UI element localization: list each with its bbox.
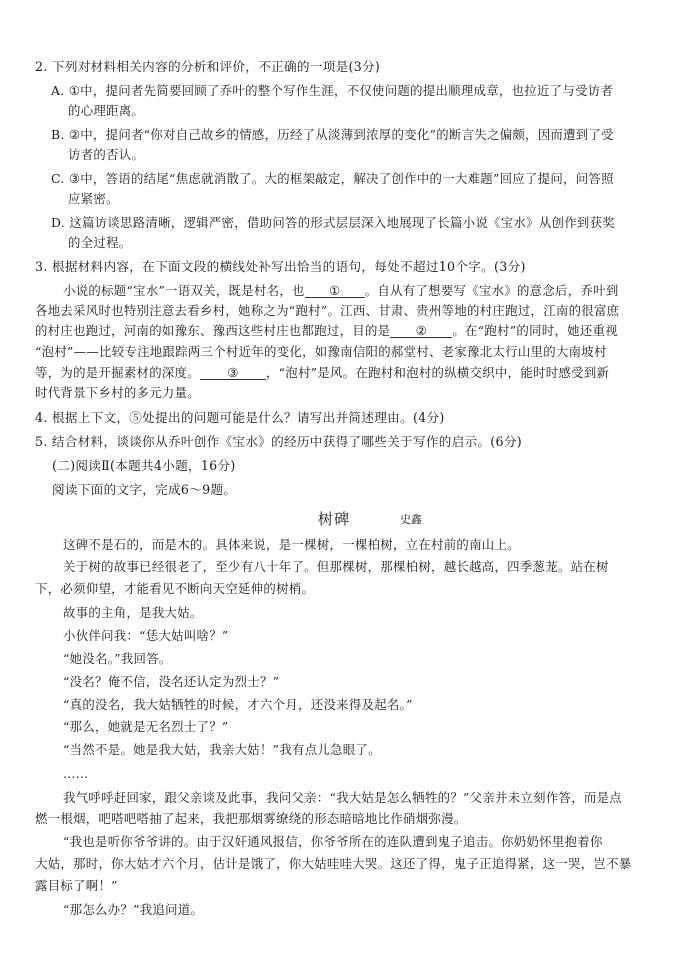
story-paragraph-cont: 下，必须仰望，才能看见不断向天空延伸的树梢。 [35,581,315,596]
story-dialogue: “没名？俺不信，没名还认定为烈士？” [63,674,280,689]
story-paragraph: 故事的主角，是我大姑。 [63,605,203,620]
q3-line-4: “泡村”——比较专注地跟踪两三个村近年的变化，如豫南信阳的郝堂村、老家豫北太行山里的大南坡村 [35,344,607,359]
q2-option-c: C. ③中，答语的结尾“焦虑就消散了。大的框架敲定，解决了创作中的一大难题”回应了提问，问答照 [51,171,614,186]
section-heading: (二)阅读Ⅱ(本题共4小题，16分) [52,458,236,473]
q2-option-b-cont: 访者的否认。 [68,147,145,162]
story-paragraph: 关于树的故事已经很老了，至少有八十年了。但那棵树，那棵柏树，越长越高，四季葱茏。站在树 [63,559,609,574]
q2-stem: 2. 下列对材料相关内容的分析和评价，不正确的一项是(3分) [35,59,381,74]
q2-option-b: B. ②中，提问者“你对自己故乡的情感，历经了从淡薄到浓厚的变化”的断言失之偏颇，因而遭到了受 [51,127,614,142]
q2-option-a-cont: 的心理距离。 [68,103,145,118]
q3-line-3-text-b: 。在“跑村”的同时，她还重视 [452,323,618,338]
q3-line-5-text-b: ，“泡村”是风。在跑村和泡村的纵横交织中，能时时感受到新 [265,365,610,380]
story-paragraph: “我也是听你爷爷讲的。由于汉奸通风报信，你爷爷所在的连队遭到鬼子追击。你奶奶怀里抱着你 [63,834,603,849]
q3-line-1-text-b: 。自从有了想要写《宝水》的意念后，乔叶到 [364,283,619,298]
story-dialogue: “当然不是。她是我大姑，我亲大姑！”我有点儿急眼了。 [63,742,381,757]
story-ellipsis: …… [63,766,89,781]
q3-stem: 3. 根据材料内容，在下面文段的横线处补写出恰当的语句，每处不超过10个字。(3分) [35,259,526,274]
q2-option-c-cont: 应紧密。 [68,191,119,206]
story-dialogue: “真的没名，我大姑牺牲的时候，才六个月，还没来得及起名。” [63,697,413,712]
story-dialogue: “她没名。”我回答。 [63,651,172,666]
q3-line-6: 时代背景下乡村的多元力量。 [35,385,200,400]
story-dialogue: “那怎么办？”我追问道。 [63,902,204,917]
q2-option-a: A. ①中，提问者先简要回顾了乔叶的整个写作生涯，不仅使问题的提出顺理成章，也拉近了与受访者 [51,83,614,98]
story-paragraph-cont: 露目标了啊！” [35,878,118,893]
q2-option-d-cont: 的全过程。 [68,235,132,250]
story-paragraph-cont: 燃一根烟，吧嗒吧嗒抽了起来，我把那烟雾缭绕的形态暗暗地比作硝烟弥漫。 [35,811,467,826]
story-author: 史鑫 [400,513,422,526]
q5-stem: 5. 结合材料，谈谈你从乔叶创作《宝水》的经历中获得了哪些关于写作的启示。(6分) [35,434,522,449]
blank-3: ③ [200,366,266,380]
story-paragraph: 这碑不是石的，而是木的。具体来说，是一棵树，一棵柏树，立在村前的南山上。 [63,537,520,552]
story-dialogue: “那么，她就是无名烈士了？” [63,719,229,734]
story-paragraph-cont: 大姑，那时，你大姑才六个月，估计是饿了，你大姑哇哇大哭。这还了得，鬼子正追得紧，这一哭，岂不暴 [35,856,632,871]
q3-line-5-text-a: 等，为的是开掘素材的深度。 [35,365,200,380]
q2-option-d: D. 这篇访谈思路清晰，逻辑严密，借助问答的形式层层深入地展现了长篇小说《宝水》从创作到获奖 [51,215,615,230]
story-paragraph: 我气呼呼赶回家，跟父亲谈及此事，我问父亲：“我大姑是怎么牺牲的？”父亲并未立刻作答，而是点 [63,790,622,805]
blank-2: ② [390,324,452,338]
q3-line-2: 各地去采风时也特别注意去看乡村，她称之为“跑村”。江西、甘肃、贵州等地的村庄跑过，江南的很富庶 [35,303,620,318]
q4-stem: 4. 根据上下文，⑤处提出的问题可能是什么？请写出并简述理由。(4分) [35,410,445,425]
story-title: 树碑 [318,510,351,528]
story-dialogue: 小伙伴问我：“恁大姑叫啥？” [63,628,229,643]
q3-line-3-text-a: 的村庄也跑过，河南的如豫东、豫西这些村庄也都跑过，目的是 [35,323,391,338]
story-title-row [0,508,688,530]
blank-1: ① [305,284,365,298]
section-instruction: 阅读下面的文字，完成6～9题。 [52,482,237,497]
q3-line-1 [63,282,619,299]
q3-line-1-text-a: 小说的标题“宝水”一语双关，既是村名，也 [63,283,305,298]
q3-line-3 [35,322,618,339]
q3-line-5 [35,364,609,381]
